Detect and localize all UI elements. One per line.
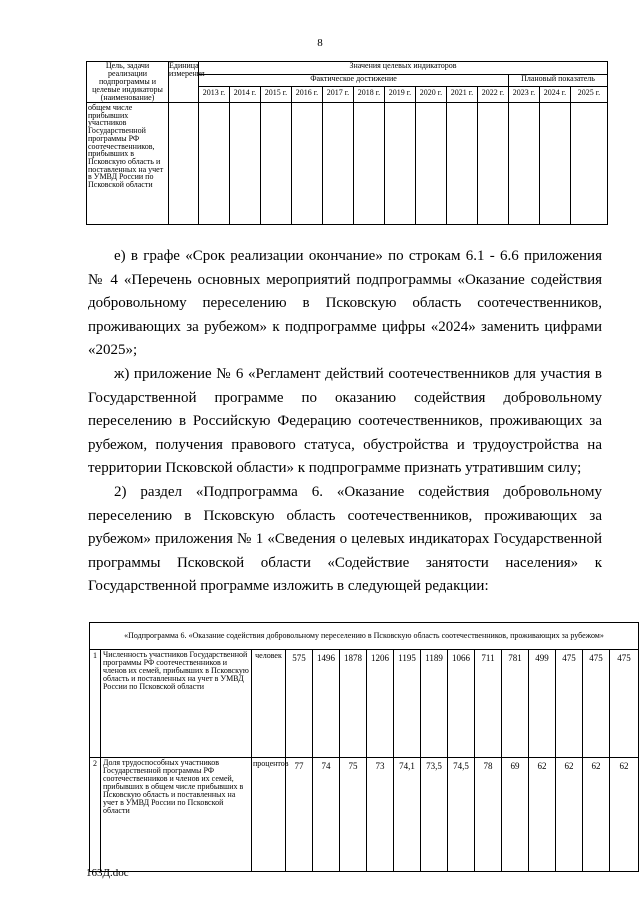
indicators-table-bottom <box>89 622 639 872</box>
table-cell <box>230 103 261 225</box>
value-cell: 74,5 <box>448 758 475 872</box>
paragraph-e: е) в графе «Срок реализации окончание» по строкам 6.1 - 6.6 приложения № 4 «Перечень основных мероприятий подпрограммы «Оказание содействия добровольному переселению в Псковскую область соотечественников, проживающих за рубежом» к подпрограмме цифры «2024» заменить цифрами «2025»; <box>88 248 602 359</box>
table-cell <box>540 103 571 225</box>
col-planned-header: Плановый показатель <box>509 74 608 87</box>
year-header: 2022 г. <box>478 87 509 103</box>
value-cell: 475 <box>610 650 639 758</box>
value-cell: 62 <box>556 758 583 872</box>
indicators-table-top <box>86 61 608 225</box>
amendment-text <box>88 245 602 599</box>
year-header: 2013 г. <box>199 87 230 103</box>
value-cell: 74,1 <box>394 758 421 872</box>
table-cell <box>169 103 199 225</box>
table-cell <box>323 103 354 225</box>
table-cell <box>478 103 509 225</box>
value-cell: 475 <box>583 650 610 758</box>
page-number: 8 <box>317 37 323 49</box>
paragraph-2: 2) раздел «Подпрограмма 6. «Оказание содействия добровольному переселению в Псковскую область соотечественников, проживающих за рубежом» приложения № 1 «Сведения о целевых индикаторах Государственной программы Псковской области «Содействие занятости населения» к Государственной программе изложить в следующей редакции: <box>88 483 602 595</box>
table-row-text: общем числе прибывших участников Государственной программы РФ соотечественников, прибывших в Псковскую область и поставленных на учет в УМВД России по Псковской области <box>87 103 169 225</box>
value-cell: 499 <box>529 650 556 758</box>
year-header: 2024 г. <box>540 87 571 103</box>
year-header: 2018 г. <box>354 87 385 103</box>
value-cell: 78 <box>475 758 502 872</box>
subprogram-header: «Подпрограмма 6. «Оказание содействия добровольному переселению в Псковскую область соотечественников, проживающих за рубежом» <box>90 623 639 650</box>
value-cell: 1206 <box>367 650 394 758</box>
year-header: 2023 г. <box>509 87 540 103</box>
table-cell <box>199 103 230 225</box>
table-cell <box>292 103 323 225</box>
table-cell <box>354 103 385 225</box>
value-cell: 475 <box>556 650 583 758</box>
table-cell <box>416 103 447 225</box>
year-header: 2016 г. <box>292 87 323 103</box>
table-cell <box>261 103 292 225</box>
value-cell: 69 <box>502 758 529 872</box>
table-cell <box>447 103 478 225</box>
row-number: 1 <box>90 650 101 758</box>
col-actual-header: Фактическое достижение <box>199 74 509 87</box>
value-cell: 74 <box>313 758 340 872</box>
col-unit-header: Единица измерения <box>169 62 199 103</box>
value-cell: 575 <box>286 650 313 758</box>
year-header: 2014 г. <box>230 87 261 103</box>
year-header: 2020 г. <box>416 87 447 103</box>
indicator-unit: процентов <box>252 758 286 872</box>
value-cell: 62 <box>529 758 556 872</box>
value-cell: 1189 <box>421 650 448 758</box>
value-cell: 711 <box>475 650 502 758</box>
table-cell <box>509 103 540 225</box>
year-header: 2017 г. <box>323 87 354 103</box>
value-cell: 73,5 <box>421 758 448 872</box>
table-cell <box>385 103 416 225</box>
year-header: 2019 г. <box>385 87 416 103</box>
value-cell: 1195 <box>394 650 421 758</box>
row-number: 2 <box>90 758 101 872</box>
footer-filename: 163Д.doc <box>86 867 129 879</box>
indicator-name: Численность участников Государственной программы РФ соотечественников и членов их семей, прибывших в Псковскую область и поставленных на учет в УМВД России по Псковской области <box>101 650 252 758</box>
paragraph-zh: ж) приложение № 6 «Регламент действий соотечественников для участия в Государственной программе по оказанию содействия добровольному переселению в Российскую Федерацию соотечественников, проживающих за рубежом, получения правового статуса, обустройства и трудоустройства на территории Псковской области» к подпрограмме признать утратившим силу; <box>88 365 602 477</box>
table-cell <box>571 103 608 225</box>
year-header: 2021 г. <box>447 87 478 103</box>
value-cell: 75 <box>340 758 367 872</box>
value-cell: 73 <box>367 758 394 872</box>
year-header: 2015 г. <box>261 87 292 103</box>
value-cell: 1496 <box>313 650 340 758</box>
value-cell: 781 <box>502 650 529 758</box>
value-cell: 77 <box>286 758 313 872</box>
indicator-unit: человек <box>252 650 286 758</box>
value-cell: 62 <box>610 758 639 872</box>
value-cell: 1066 <box>448 650 475 758</box>
col-goal-header: Цель, задачи реализации подпрограммы и целевые индикаторы (наименование) <box>87 62 169 103</box>
value-cell: 1878 <box>340 650 367 758</box>
value-cell: 62 <box>583 758 610 872</box>
indicator-name: Доля трудоспособных участников Государственной программы РФ соотечественников и членов их семей, прибывших в общем числе прибывших в Псковскую область и поставленных на учет в УМВД России по Псковской области <box>101 758 252 872</box>
col-values-header: Значения целевых индикаторов <box>199 62 608 75</box>
year-header: 2025 г. <box>571 87 608 103</box>
